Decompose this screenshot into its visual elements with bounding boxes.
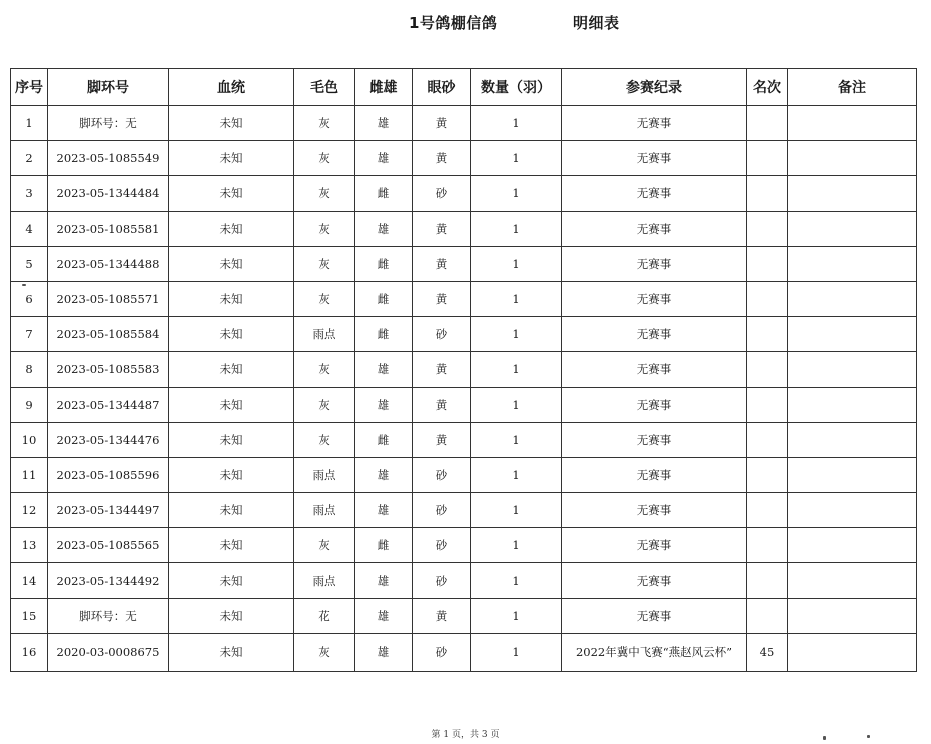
serial-cell: 13 xyxy=(11,528,48,563)
eye-sign-cell: 黄 xyxy=(413,387,471,422)
bloodline-cell: 未知 xyxy=(169,106,294,141)
feather-color-cell: 灰 xyxy=(294,141,355,176)
table-row xyxy=(11,598,917,633)
sex-cell: 雄 xyxy=(355,563,413,598)
rank-cell xyxy=(747,176,788,211)
race-record-cell: 无赛事 xyxy=(562,352,747,387)
race-record-cell: 无赛事 xyxy=(562,422,747,457)
feather-color-cell: 灰 xyxy=(294,387,355,422)
rank-cell xyxy=(747,422,788,457)
rank-cell xyxy=(747,246,788,281)
table-row xyxy=(11,141,917,176)
eye-sign-cell: 黄 xyxy=(413,352,471,387)
sex-cell: 雄 xyxy=(355,633,413,671)
table-row xyxy=(11,422,917,457)
serial-cell: 9 xyxy=(11,387,48,422)
scan-speck xyxy=(22,284,26,286)
sex-cell: 雌 xyxy=(355,528,413,563)
bloodline-cell: 未知 xyxy=(169,493,294,528)
sex-cell: 雄 xyxy=(355,352,413,387)
sex-cell: 雄 xyxy=(355,211,413,246)
ring-number-cell: 2020-03-0008675 xyxy=(48,633,169,671)
serial-cell: 1 xyxy=(11,106,48,141)
quantity-cell: 1 xyxy=(471,563,562,598)
quantity-cell: 1 xyxy=(471,422,562,457)
remarks-cell xyxy=(788,317,917,352)
serial-cell: 15 xyxy=(11,598,48,633)
race-record-cell: 无赛事 xyxy=(562,563,747,598)
header-col-eye-sign: 眼砂 xyxy=(413,69,471,106)
feather-color-cell: 花 xyxy=(294,598,355,633)
rank-cell xyxy=(747,281,788,316)
serial-cell: 12 xyxy=(11,493,48,528)
remarks-cell xyxy=(788,528,917,563)
table-body xyxy=(11,106,917,672)
table-row xyxy=(11,106,917,141)
bloodline-cell: 未知 xyxy=(169,281,294,316)
feather-color-cell: 灰 xyxy=(294,422,355,457)
quantity-cell: 1 xyxy=(471,317,562,352)
race-record-cell: 无赛事 xyxy=(562,457,747,492)
table-row xyxy=(11,387,917,422)
sex-cell: 雄 xyxy=(355,457,413,492)
feather-color-cell: 灰 xyxy=(294,633,355,671)
header-col-bloodline: 血统 xyxy=(169,69,294,106)
feather-color-cell: 灰 xyxy=(294,246,355,281)
page-footer xyxy=(0,727,931,740)
title-loft-name: 1号鸽棚信鸽 xyxy=(409,14,498,32)
eye-sign-cell: 黄 xyxy=(413,106,471,141)
bloodline-cell: 未知 xyxy=(169,633,294,671)
quantity-cell: 1 xyxy=(471,457,562,492)
remarks-cell xyxy=(788,141,917,176)
race-record-cell: 无赛事 xyxy=(562,317,747,352)
serial-cell: 3 xyxy=(11,176,48,211)
race-record-cell: 无赛事 xyxy=(562,387,747,422)
rank-cell xyxy=(747,563,788,598)
bloodline-cell: 未知 xyxy=(169,598,294,633)
eye-sign-cell: 砂 xyxy=(413,493,471,528)
header-col-serial: 序号 xyxy=(11,69,48,106)
header-col-ring-number: 脚环号 xyxy=(48,69,169,106)
race-record-cell: 无赛事 xyxy=(562,528,747,563)
sex-cell: 雄 xyxy=(355,387,413,422)
race-record-cell: 无赛事 xyxy=(562,598,747,633)
serial-cell: 16 xyxy=(11,633,48,671)
table-row xyxy=(11,246,917,281)
ring-number-cell: 2023-05-1344476 xyxy=(48,422,169,457)
bloodline-cell: 未知 xyxy=(169,352,294,387)
serial-cell: 11 xyxy=(11,457,48,492)
rank-cell xyxy=(747,598,788,633)
quantity-cell: 1 xyxy=(471,246,562,281)
ring-number-cell: 2023-05-1085549 xyxy=(48,141,169,176)
ring-number-cell: 脚环号：无 xyxy=(48,106,169,141)
table-row xyxy=(11,633,917,671)
remarks-cell xyxy=(788,493,917,528)
remarks-cell xyxy=(788,598,917,633)
eye-sign-cell: 砂 xyxy=(413,457,471,492)
eye-sign-cell: 黄 xyxy=(413,141,471,176)
header-col-race-record: 参赛纪录 xyxy=(562,69,747,106)
remarks-cell xyxy=(788,352,917,387)
bloodline-cell: 未知 xyxy=(169,387,294,422)
serial-cell: 4 xyxy=(11,211,48,246)
remarks-cell xyxy=(788,106,917,141)
eye-sign-cell: 砂 xyxy=(413,563,471,598)
sex-cell: 雌 xyxy=(355,246,413,281)
eye-sign-cell: 黄 xyxy=(413,281,471,316)
eye-sign-cell: 砂 xyxy=(413,317,471,352)
table-row xyxy=(11,528,917,563)
feather-color-cell: 灰 xyxy=(294,281,355,316)
quantity-cell: 1 xyxy=(471,176,562,211)
quantity-cell: 1 xyxy=(471,493,562,528)
ring-number-cell: 2023-05-1085571 xyxy=(48,281,169,316)
feather-color-cell: 灰 xyxy=(294,106,355,141)
title-sheet-name: 明细表 xyxy=(573,14,620,32)
table-row xyxy=(11,563,917,598)
serial-cell: 6 xyxy=(11,281,48,316)
table-row xyxy=(11,211,917,246)
feather-color-cell: 灰 xyxy=(294,211,355,246)
table-row xyxy=(11,281,917,316)
serial-cell: 14 xyxy=(11,563,48,598)
feather-color-cell: 雨点 xyxy=(294,493,355,528)
race-record-cell: 无赛事 xyxy=(562,141,747,176)
quantity-cell: 1 xyxy=(471,528,562,563)
sex-cell: 雌 xyxy=(355,317,413,352)
table-row xyxy=(11,317,917,352)
feather-color-cell: 灰 xyxy=(294,528,355,563)
bloodline-cell: 未知 xyxy=(169,176,294,211)
rank-cell xyxy=(747,387,788,422)
quantity-cell: 1 xyxy=(471,211,562,246)
rank-cell xyxy=(747,352,788,387)
sex-cell: 雄 xyxy=(355,598,413,633)
rank-cell xyxy=(747,211,788,246)
table-row xyxy=(11,457,917,492)
ring-number-cell: 2023-05-1085565 xyxy=(48,528,169,563)
ring-number-cell: 2023-05-1085581 xyxy=(48,211,169,246)
header-col-feather-color: 毛色 xyxy=(294,69,355,106)
feather-color-cell: 雨点 xyxy=(294,457,355,492)
ring-number-cell: 2023-05-1344484 xyxy=(48,176,169,211)
header-col-sex: 雌雄 xyxy=(355,69,413,106)
race-record-cell: 无赛事 xyxy=(562,176,747,211)
serial-cell: 10 xyxy=(11,422,48,457)
race-record-cell: 无赛事 xyxy=(562,106,747,141)
ring-number-cell: 2023-05-1085583 xyxy=(48,352,169,387)
race-record-cell: 无赛事 xyxy=(562,246,747,281)
page-number-text: 第 1 页，共 3 页 xyxy=(431,730,500,740)
table-row xyxy=(11,176,917,211)
eye-sign-cell: 黄 xyxy=(413,211,471,246)
remarks-cell xyxy=(788,387,917,422)
eye-sign-cell: 砂 xyxy=(413,528,471,563)
eye-sign-cell: 黄 xyxy=(413,246,471,281)
remarks-cell xyxy=(788,422,917,457)
header-col-remarks: 备注 xyxy=(788,69,917,106)
race-record-cell: 无赛事 xyxy=(562,281,747,316)
remarks-cell xyxy=(788,281,917,316)
eye-sign-cell: 砂 xyxy=(413,633,471,671)
serial-cell: 2 xyxy=(11,141,48,176)
feather-color-cell: 灰 xyxy=(294,176,355,211)
bloodline-cell: 未知 xyxy=(169,317,294,352)
feather-color-cell: 灰 xyxy=(294,352,355,387)
bloodline-cell: 未知 xyxy=(169,422,294,457)
ring-number-cell: 2023-05-1344492 xyxy=(48,563,169,598)
quantity-cell: 1 xyxy=(471,633,562,671)
ring-number-cell: 2023-05-1344497 xyxy=(48,493,169,528)
sex-cell: 雄 xyxy=(355,493,413,528)
document-title xyxy=(0,10,931,36)
race-record-cell: 无赛事 xyxy=(562,211,747,246)
rank-cell xyxy=(747,457,788,492)
ring-number-cell: 2023-05-1344488 xyxy=(48,246,169,281)
sex-cell: 雌 xyxy=(355,281,413,316)
rank-cell xyxy=(747,317,788,352)
sex-cell: 雌 xyxy=(355,176,413,211)
bloodline-cell: 未知 xyxy=(169,141,294,176)
feather-color-cell: 雨点 xyxy=(294,317,355,352)
eye-sign-cell: 砂 xyxy=(413,176,471,211)
remarks-cell xyxy=(788,176,917,211)
remarks-cell xyxy=(788,563,917,598)
scan-speck xyxy=(867,735,870,738)
race-record-cell: 2022年冀中飞赛“燕赵风云杯” xyxy=(562,633,747,671)
pigeon-ledger-table xyxy=(10,68,917,672)
race-record-cell: 无赛事 xyxy=(562,493,747,528)
quantity-cell: 1 xyxy=(471,387,562,422)
bloodline-cell: 未知 xyxy=(169,528,294,563)
ring-number-cell: 2023-05-1085584 xyxy=(48,317,169,352)
header-col-rank: 名次 xyxy=(747,69,788,106)
rank-cell xyxy=(747,528,788,563)
ring-number-cell: 脚环号：无 xyxy=(48,598,169,633)
quantity-cell: 1 xyxy=(471,352,562,387)
bloodline-cell: 未知 xyxy=(169,563,294,598)
bloodline-cell: 未知 xyxy=(169,246,294,281)
bloodline-cell: 未知 xyxy=(169,211,294,246)
table-row xyxy=(11,352,917,387)
serial-cell: 5 xyxy=(11,246,48,281)
quantity-cell: 1 xyxy=(471,281,562,316)
bloodline-cell: 未知 xyxy=(169,457,294,492)
table-row xyxy=(11,493,917,528)
eye-sign-cell: 黄 xyxy=(413,598,471,633)
remarks-cell xyxy=(788,246,917,281)
scan-speck xyxy=(823,736,826,740)
header-row xyxy=(11,69,917,106)
remarks-cell xyxy=(788,633,917,671)
sex-cell: 雄 xyxy=(355,141,413,176)
ring-number-cell: 2023-05-1085596 xyxy=(48,457,169,492)
feather-color-cell: 雨点 xyxy=(294,563,355,598)
remarks-cell xyxy=(788,211,917,246)
quantity-cell: 1 xyxy=(471,598,562,633)
rank-cell xyxy=(747,493,788,528)
serial-cell: 7 xyxy=(11,317,48,352)
quantity-cell: 1 xyxy=(471,141,562,176)
ring-number-cell: 2023-05-1344487 xyxy=(48,387,169,422)
rank-cell xyxy=(747,141,788,176)
serial-cell: 8 xyxy=(11,352,48,387)
rank-cell: 45 xyxy=(747,633,788,671)
eye-sign-cell: 黄 xyxy=(413,422,471,457)
quantity-cell: 1 xyxy=(471,106,562,141)
remarks-cell xyxy=(788,457,917,492)
sex-cell: 雄 xyxy=(355,106,413,141)
rank-cell xyxy=(747,106,788,141)
sex-cell: 雌 xyxy=(355,422,413,457)
header-col-quantity: 数量（羽） xyxy=(471,69,562,106)
